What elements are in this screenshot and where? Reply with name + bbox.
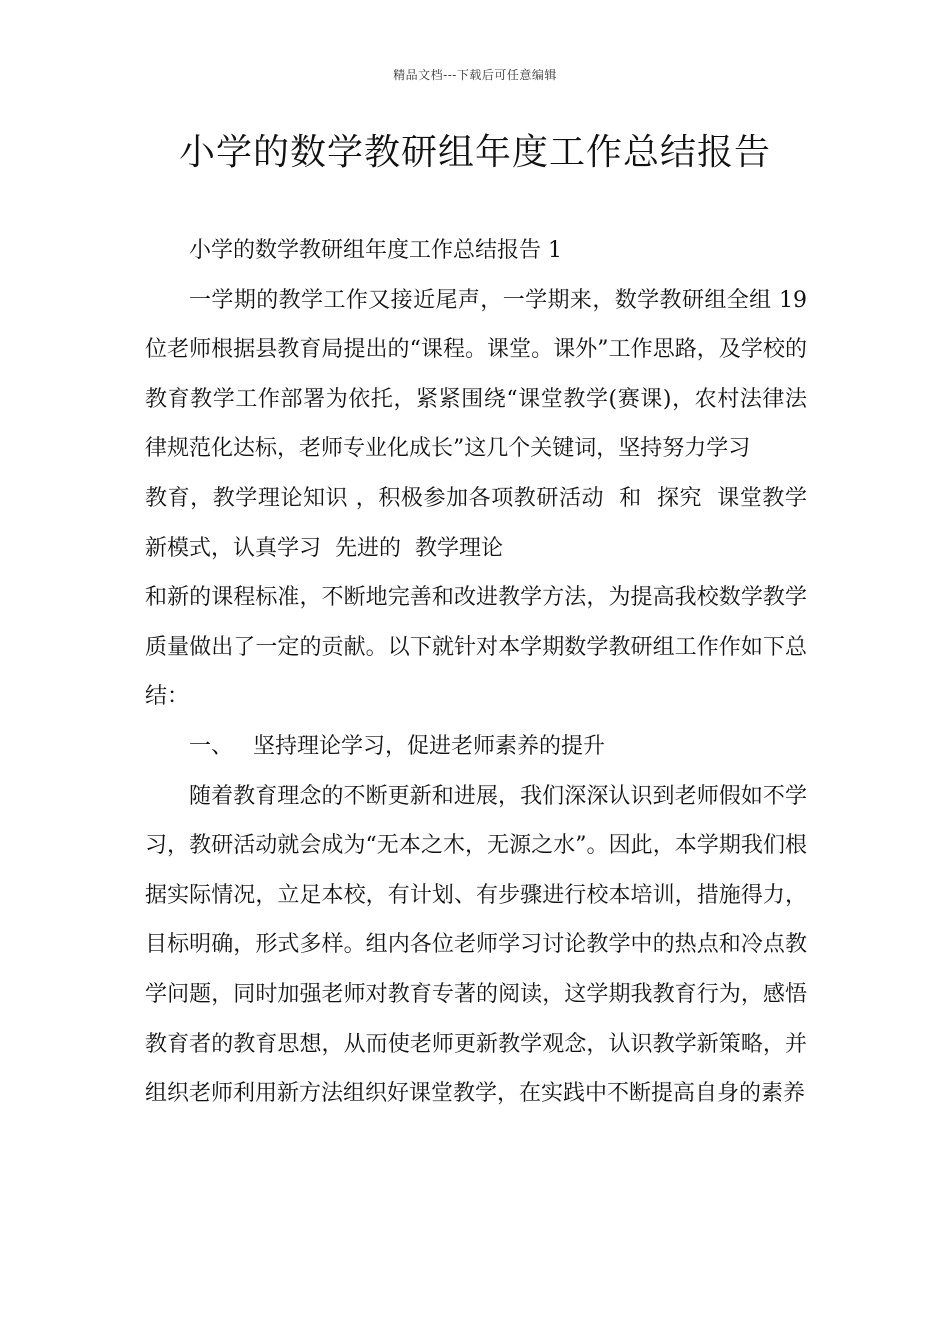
- continuation-paragraph-2: 和新的课程标准，不断地完善和改进教学方法，为提高我校数学教学质量做出了一定的贡献。以下就针对本学期数学教研组工作作如下总结：: [145, 585, 807, 710]
- continuation-paragraph-1: 教育，教学理论知识 ，积极参加各项教研活动 和 探究 课堂教学新模式，认真学习 先进的 教学理论: [145, 485, 807, 561]
- intro-paragraph: 一学期的教学工作又接近尾声，一学期来，数学教研组全组 19 位老师根据县教育局提出的“课程。课堂。课外”工作思路，及学校的教育教学工作部署为依托，紧紧围绕“课堂教学(赛课)，农村法律法律规范化达标，老师专业化成长”这几个关键词，坚持努力学习: [145, 287, 807, 462]
- document-title: 小学的数学教研组年度工作总结报告: [178, 132, 771, 173]
- header-note: 精品文档---下载后可任意编辑: [393, 68, 557, 82]
- subtitle-paragraph: 小学的数学教研组年度工作总结报告 1: [189, 238, 562, 263]
- section-heading: [145, 722, 807, 772]
- document-body: [145, 226, 807, 1119]
- section-title: 坚持理论学习，促进老师素养的提升: [253, 733, 606, 759]
- section-number: 一、: [189, 733, 234, 759]
- section-body-paragraph: 随着教育理念的不断更新和进展，我们深深认识到老师假如不学习，教研活动就会成为“无本之木，无源之水”。因此，本学期我们根据实际情况，立足本校，有计划、有步骤进行校本培训，措施得力，目标明确，形式多样。组内各位老师学习讨论教学中的热点和冷点教学问题，同时加强老师对教育专著的阅读，这学期我教育行为，感悟教育者的教育思想，从而使老师更新教学观念，认识教学新策略，并组织老师利用新方法组织好课堂教学，在实践中不断提高自身的素养: [145, 783, 807, 1107]
